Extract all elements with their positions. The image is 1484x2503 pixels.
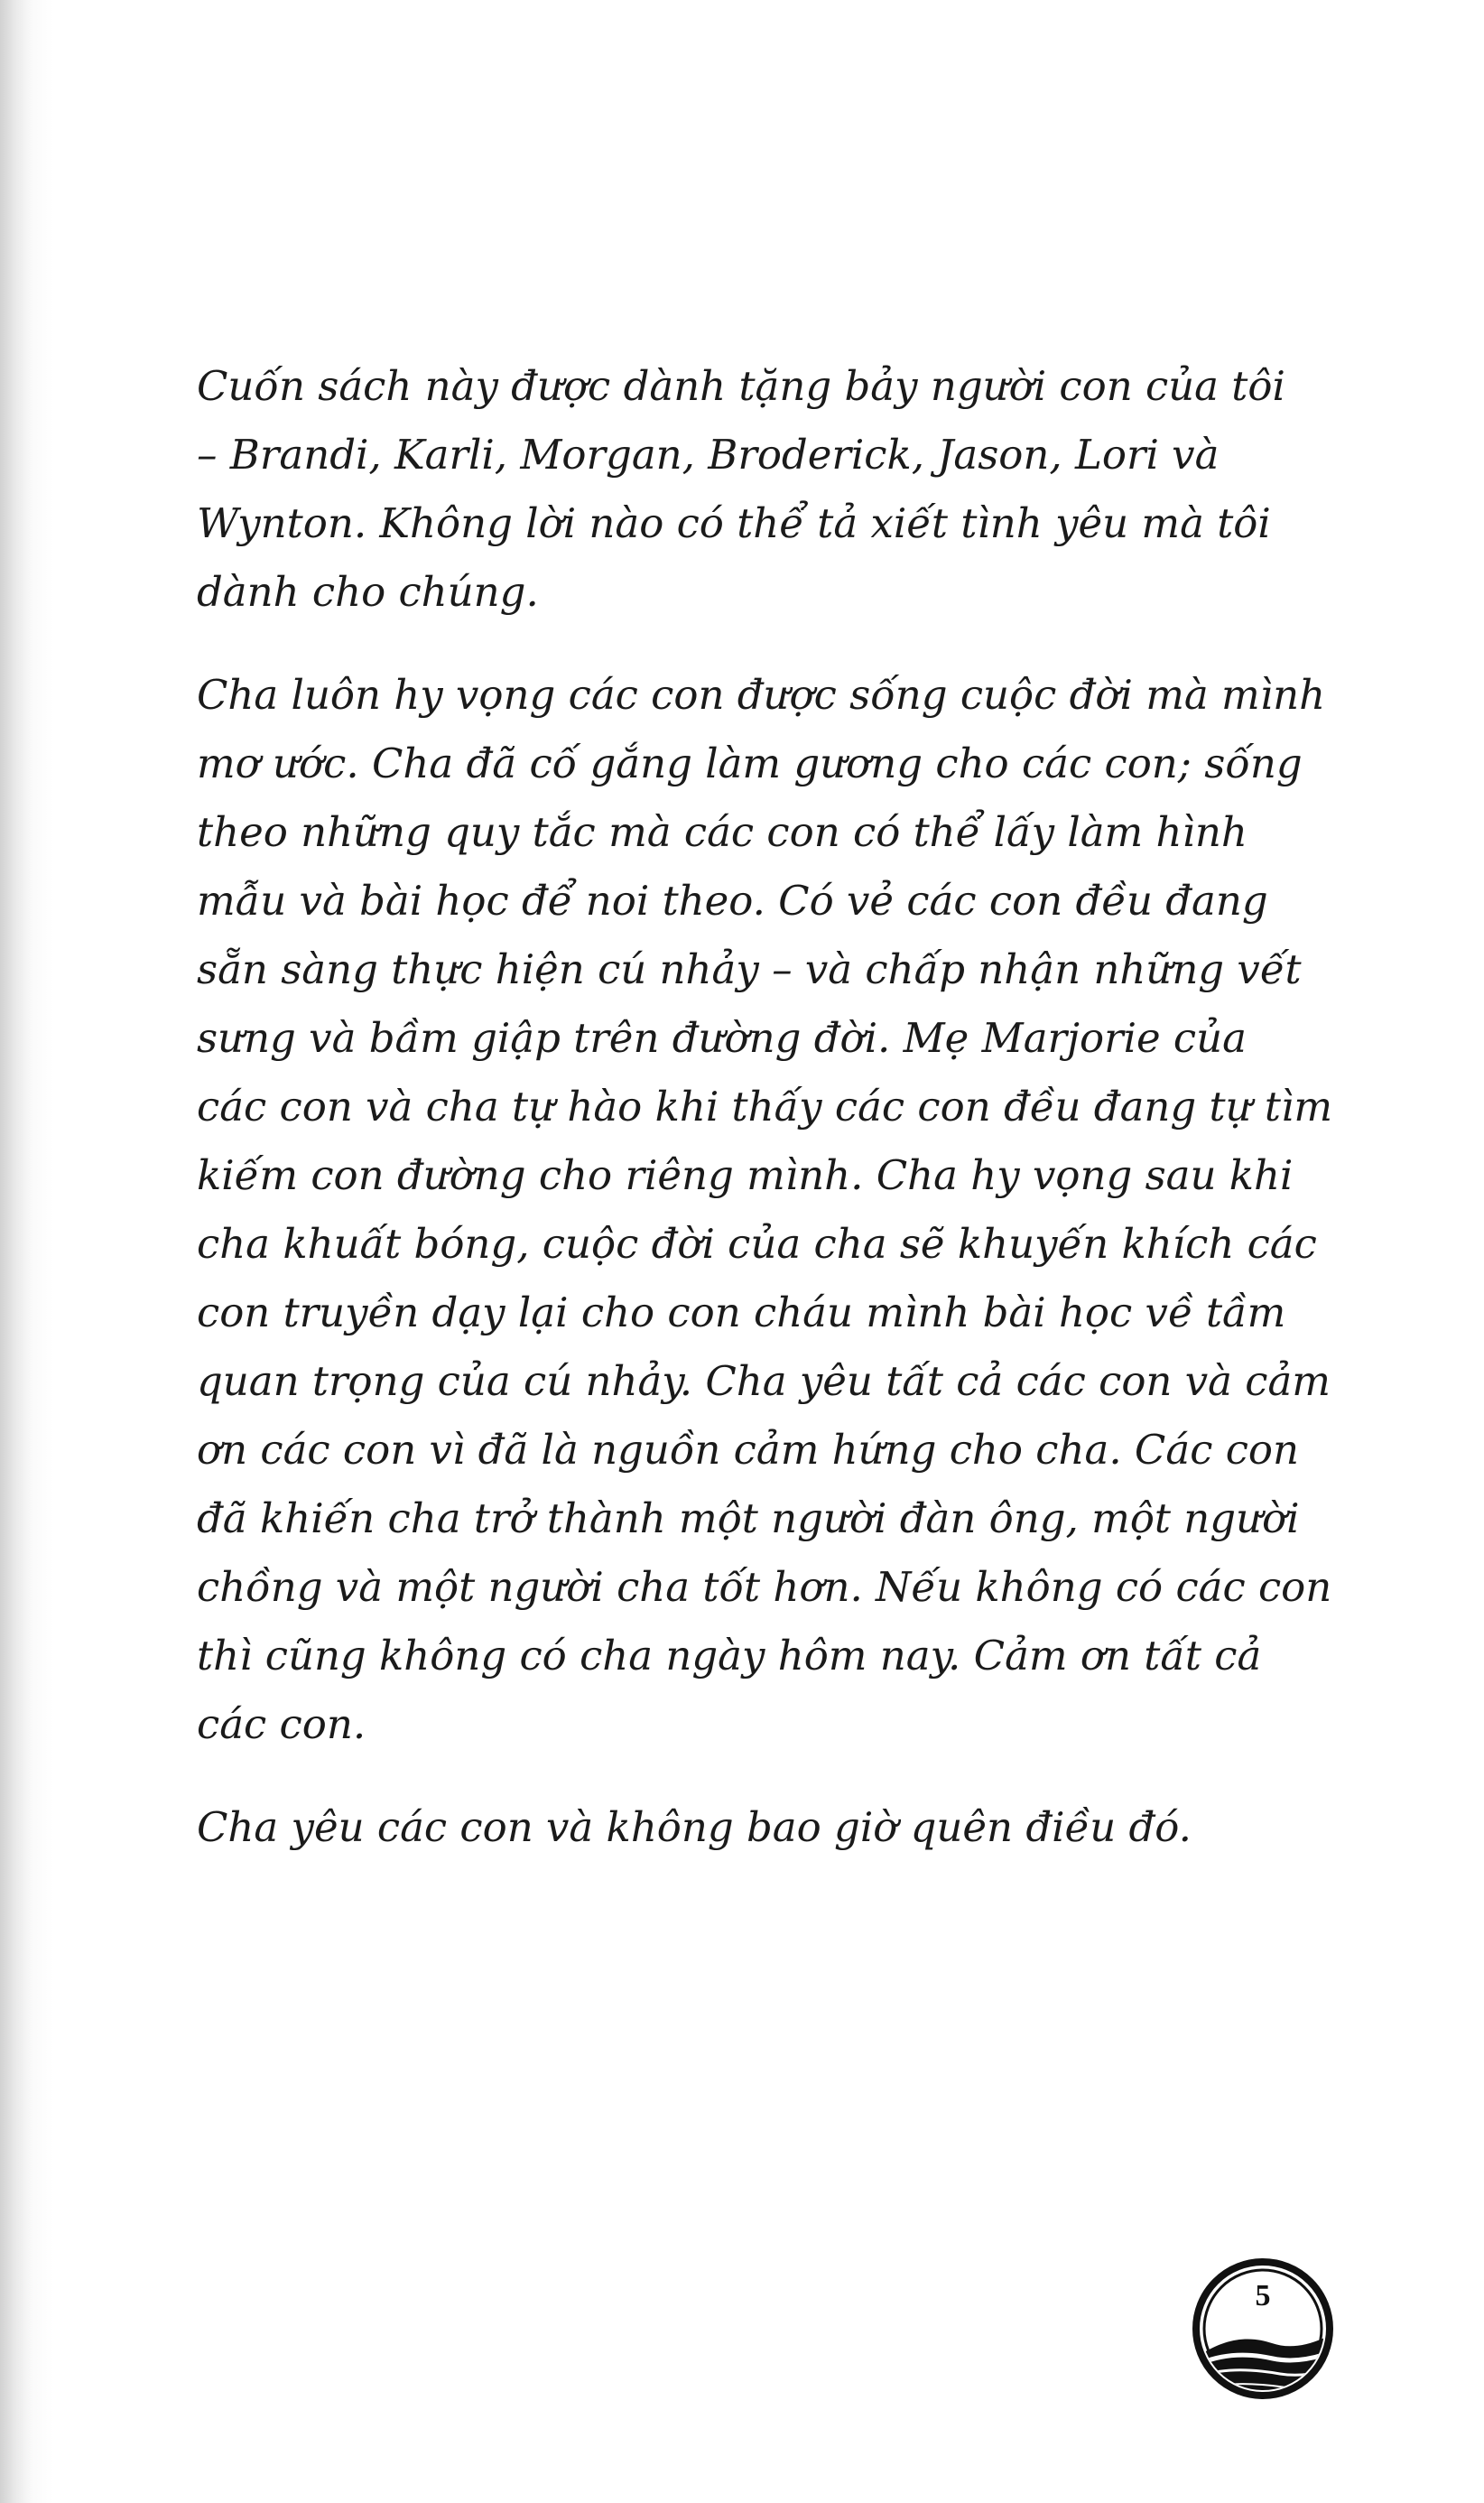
paragraph-dedication [197,352,1336,627]
page-number-badge [1190,2256,1336,2402]
text-line: kiếm con đường cho riêng mình. Cha hy vọng sau khi [197,1151,1294,1199]
text-line: các con và cha tự hào khi thấy các con đều đang tự tìm [197,1083,1333,1131]
text-line: các con. [197,1700,366,1748]
text-line: quan trọng của cú nhảy. Cha yêu tất cả các con và cảm [197,1357,1331,1405]
dedication-text [197,352,1336,1862]
text-line: cha khuất bóng, cuộc đời của cha sẽ khuyến khích các [197,1220,1317,1268]
paragraph-letter [197,661,1336,1759]
text-line: Cha yêu các con và không bao giờ quên điều đó. [197,1803,1192,1851]
text-line: Cuốn sách này được dành tặng bảy người con của tôi [197,362,1285,410]
text-line: thì cũng không có cha ngày hôm nay. Cảm ơn tất cả [197,1632,1262,1680]
page-spine-shadow [0,0,32,2503]
text-line: chồng và một người cha tốt hơn. Nếu không có các con [197,1563,1332,1611]
text-line: sẵn sàng thực hiện cú nhảy – và chấp nhận những vết [197,945,1302,993]
text-line: đã khiến cha trở thành một người đàn ông, một người [197,1494,1300,1542]
text-line: – Brandi, Karli, Morgan, Broderick, Jason, Lori và [197,431,1220,479]
page-number: 5 [1255,2279,1271,2312]
text-line: Cha luôn hy vọng các con được sống cuộc đời mà mình [197,671,1326,719]
text-line: mơ ước. Cha đã cố gắng làm gương cho các con; sống [197,740,1303,787]
paragraph-closing [197,1793,1336,1862]
text-line: sưng và bầm giập trên đường đời. Mẹ Marjorie của [197,1014,1247,1062]
text-line: Wynton. Không lời nào có thể tả xiết tình yêu mà tôi [197,499,1271,547]
text-line: dành cho chúng. [197,568,539,616]
circle-with-hills-icon [1190,2256,1336,2402]
text-line: con truyền dạy lại cho con cháu mình bài học về tầm [197,1289,1286,1336]
text-line: mẫu và bài học để noi theo. Có vẻ các con đều đang [197,877,1268,925]
text-line: theo những quy tắc mà các con có thể lấy làm hình [197,808,1247,856]
text-line: ơn các con vì đã là nguồn cảm hứng cho cha. Các con [197,1426,1299,1474]
